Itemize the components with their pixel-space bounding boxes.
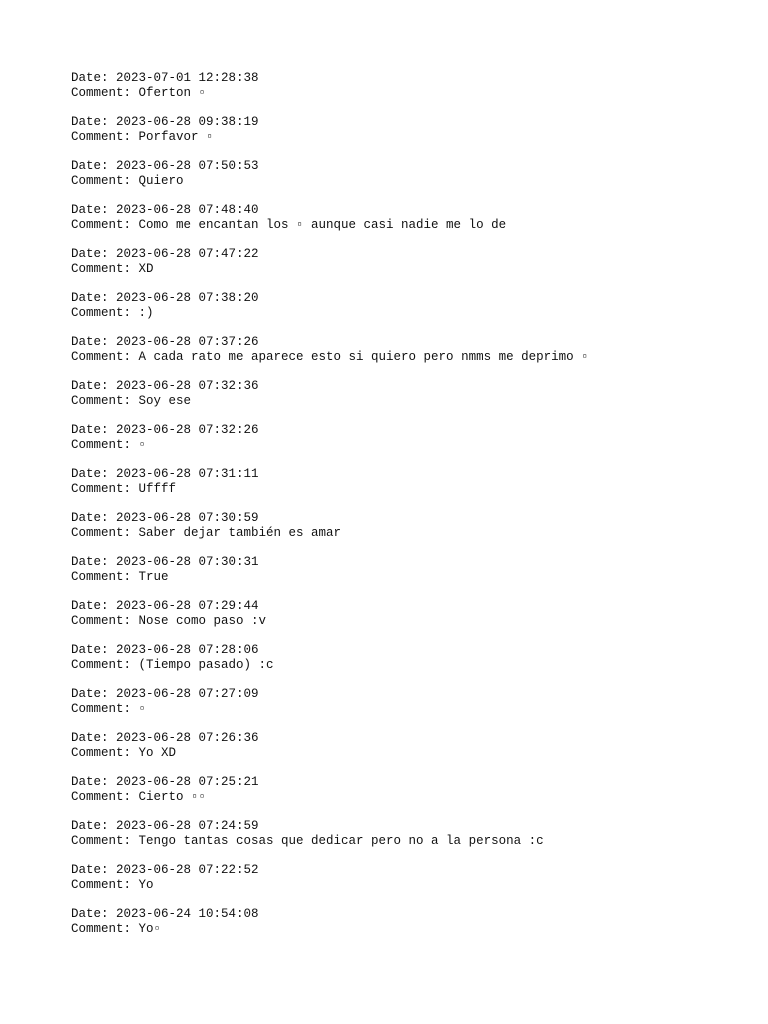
entry-comment: Comment: Yo XD [71, 745, 177, 760]
entry-date: Date: 2023-07-01 12:28:38 [71, 71, 259, 85]
comment-entry [71, 819, 751, 849]
comment-entry [71, 115, 751, 145]
entry-comment: Comment: Tengo tantas cosas que dedicar pero no a la persona :c [71, 833, 544, 848]
comment-entry [71, 379, 751, 409]
comment-log [71, 71, 751, 951]
entry-date: Date: 2023-06-28 07:47:22 [71, 247, 259, 261]
entry-date: Date: 2023-06-28 07:32:36 [71, 379, 259, 393]
entry-date: Date: 2023-06-28 07:30:31 [71, 555, 259, 569]
entry-date: Date: 2023-06-24 10:54:08 [71, 907, 259, 921]
entry-comment: Comment: Cierto ▫▫ [71, 789, 207, 804]
entry-date: Date: 2023-06-28 09:38:19 [71, 115, 259, 129]
entry-comment: Comment: Como me encantan los ▫ aunque casi nadie me lo de [71, 217, 507, 232]
entry-date: Date: 2023-06-28 07:28:06 [71, 643, 259, 657]
comment-entry [71, 247, 751, 277]
comment-entry [71, 511, 751, 541]
entry-comment: Comment: Yo [71, 877, 154, 892]
entry-comment: Comment: ▫ [71, 437, 147, 452]
comment-entry [71, 731, 751, 761]
comment-entry [71, 775, 751, 805]
entry-date: Date: 2023-06-28 07:31:11 [71, 467, 259, 481]
entry-date: Date: 2023-06-28 07:25:21 [71, 775, 259, 789]
entry-date: Date: 2023-06-28 07:24:59 [71, 819, 259, 833]
comment-entry [71, 863, 751, 893]
entry-comment: Comment: Nose como paso :v [71, 613, 267, 628]
comment-entry [71, 71, 751, 101]
entry-date: Date: 2023-06-28 07:50:53 [71, 159, 259, 173]
entry-date: Date: 2023-06-28 07:38:20 [71, 291, 259, 305]
entry-date: Date: 2023-06-28 07:37:26 [71, 335, 259, 349]
entry-date: Date: 2023-06-28 07:32:26 [71, 423, 259, 437]
entry-comment: Comment: :) [71, 305, 154, 320]
entry-comment: Comment: (Tiempo pasado) :c [71, 657, 274, 672]
comment-entry [71, 291, 751, 321]
entry-comment: Comment: Saber dejar también es amar [71, 525, 342, 540]
entry-date: Date: 2023-06-28 07:26:36 [71, 731, 259, 745]
entry-comment: Comment: Soy ese [71, 393, 192, 408]
entry-date: Date: 2023-06-28 07:30:59 [71, 511, 259, 525]
entry-comment: Comment: ▫ [71, 701, 147, 716]
comment-entry [71, 555, 751, 585]
entry-comment: Comment: Quiero [71, 173, 184, 188]
comment-entry [71, 599, 751, 629]
entry-date: Date: 2023-06-28 07:29:44 [71, 599, 259, 613]
comment-entry [71, 423, 751, 453]
entry-comment: Comment: Yo▫ [71, 921, 162, 936]
entry-date: Date: 2023-06-28 07:22:52 [71, 863, 259, 877]
comment-entry [71, 203, 751, 233]
entry-date: Date: 2023-06-28 07:27:09 [71, 687, 259, 701]
entry-date: Date: 2023-06-28 07:48:40 [71, 203, 259, 217]
comment-entry [71, 907, 751, 937]
entry-comment: Comment: True [71, 569, 169, 584]
comment-entry [71, 335, 751, 365]
entry-comment: Comment: Uffff [71, 481, 177, 496]
entry-comment: Comment: Oferton ▫ [71, 85, 207, 100]
entry-comment: Comment: XD [71, 261, 154, 276]
entry-comment: Comment: Porfavor ▫ [71, 129, 214, 144]
comment-entry [71, 467, 751, 497]
entry-comment: Comment: A cada rato me aparece esto si quiero pero nmms me deprimo ▫ [71, 349, 589, 364]
comment-entry [71, 687, 751, 717]
comment-entry [71, 643, 751, 673]
comment-entry [71, 159, 751, 189]
